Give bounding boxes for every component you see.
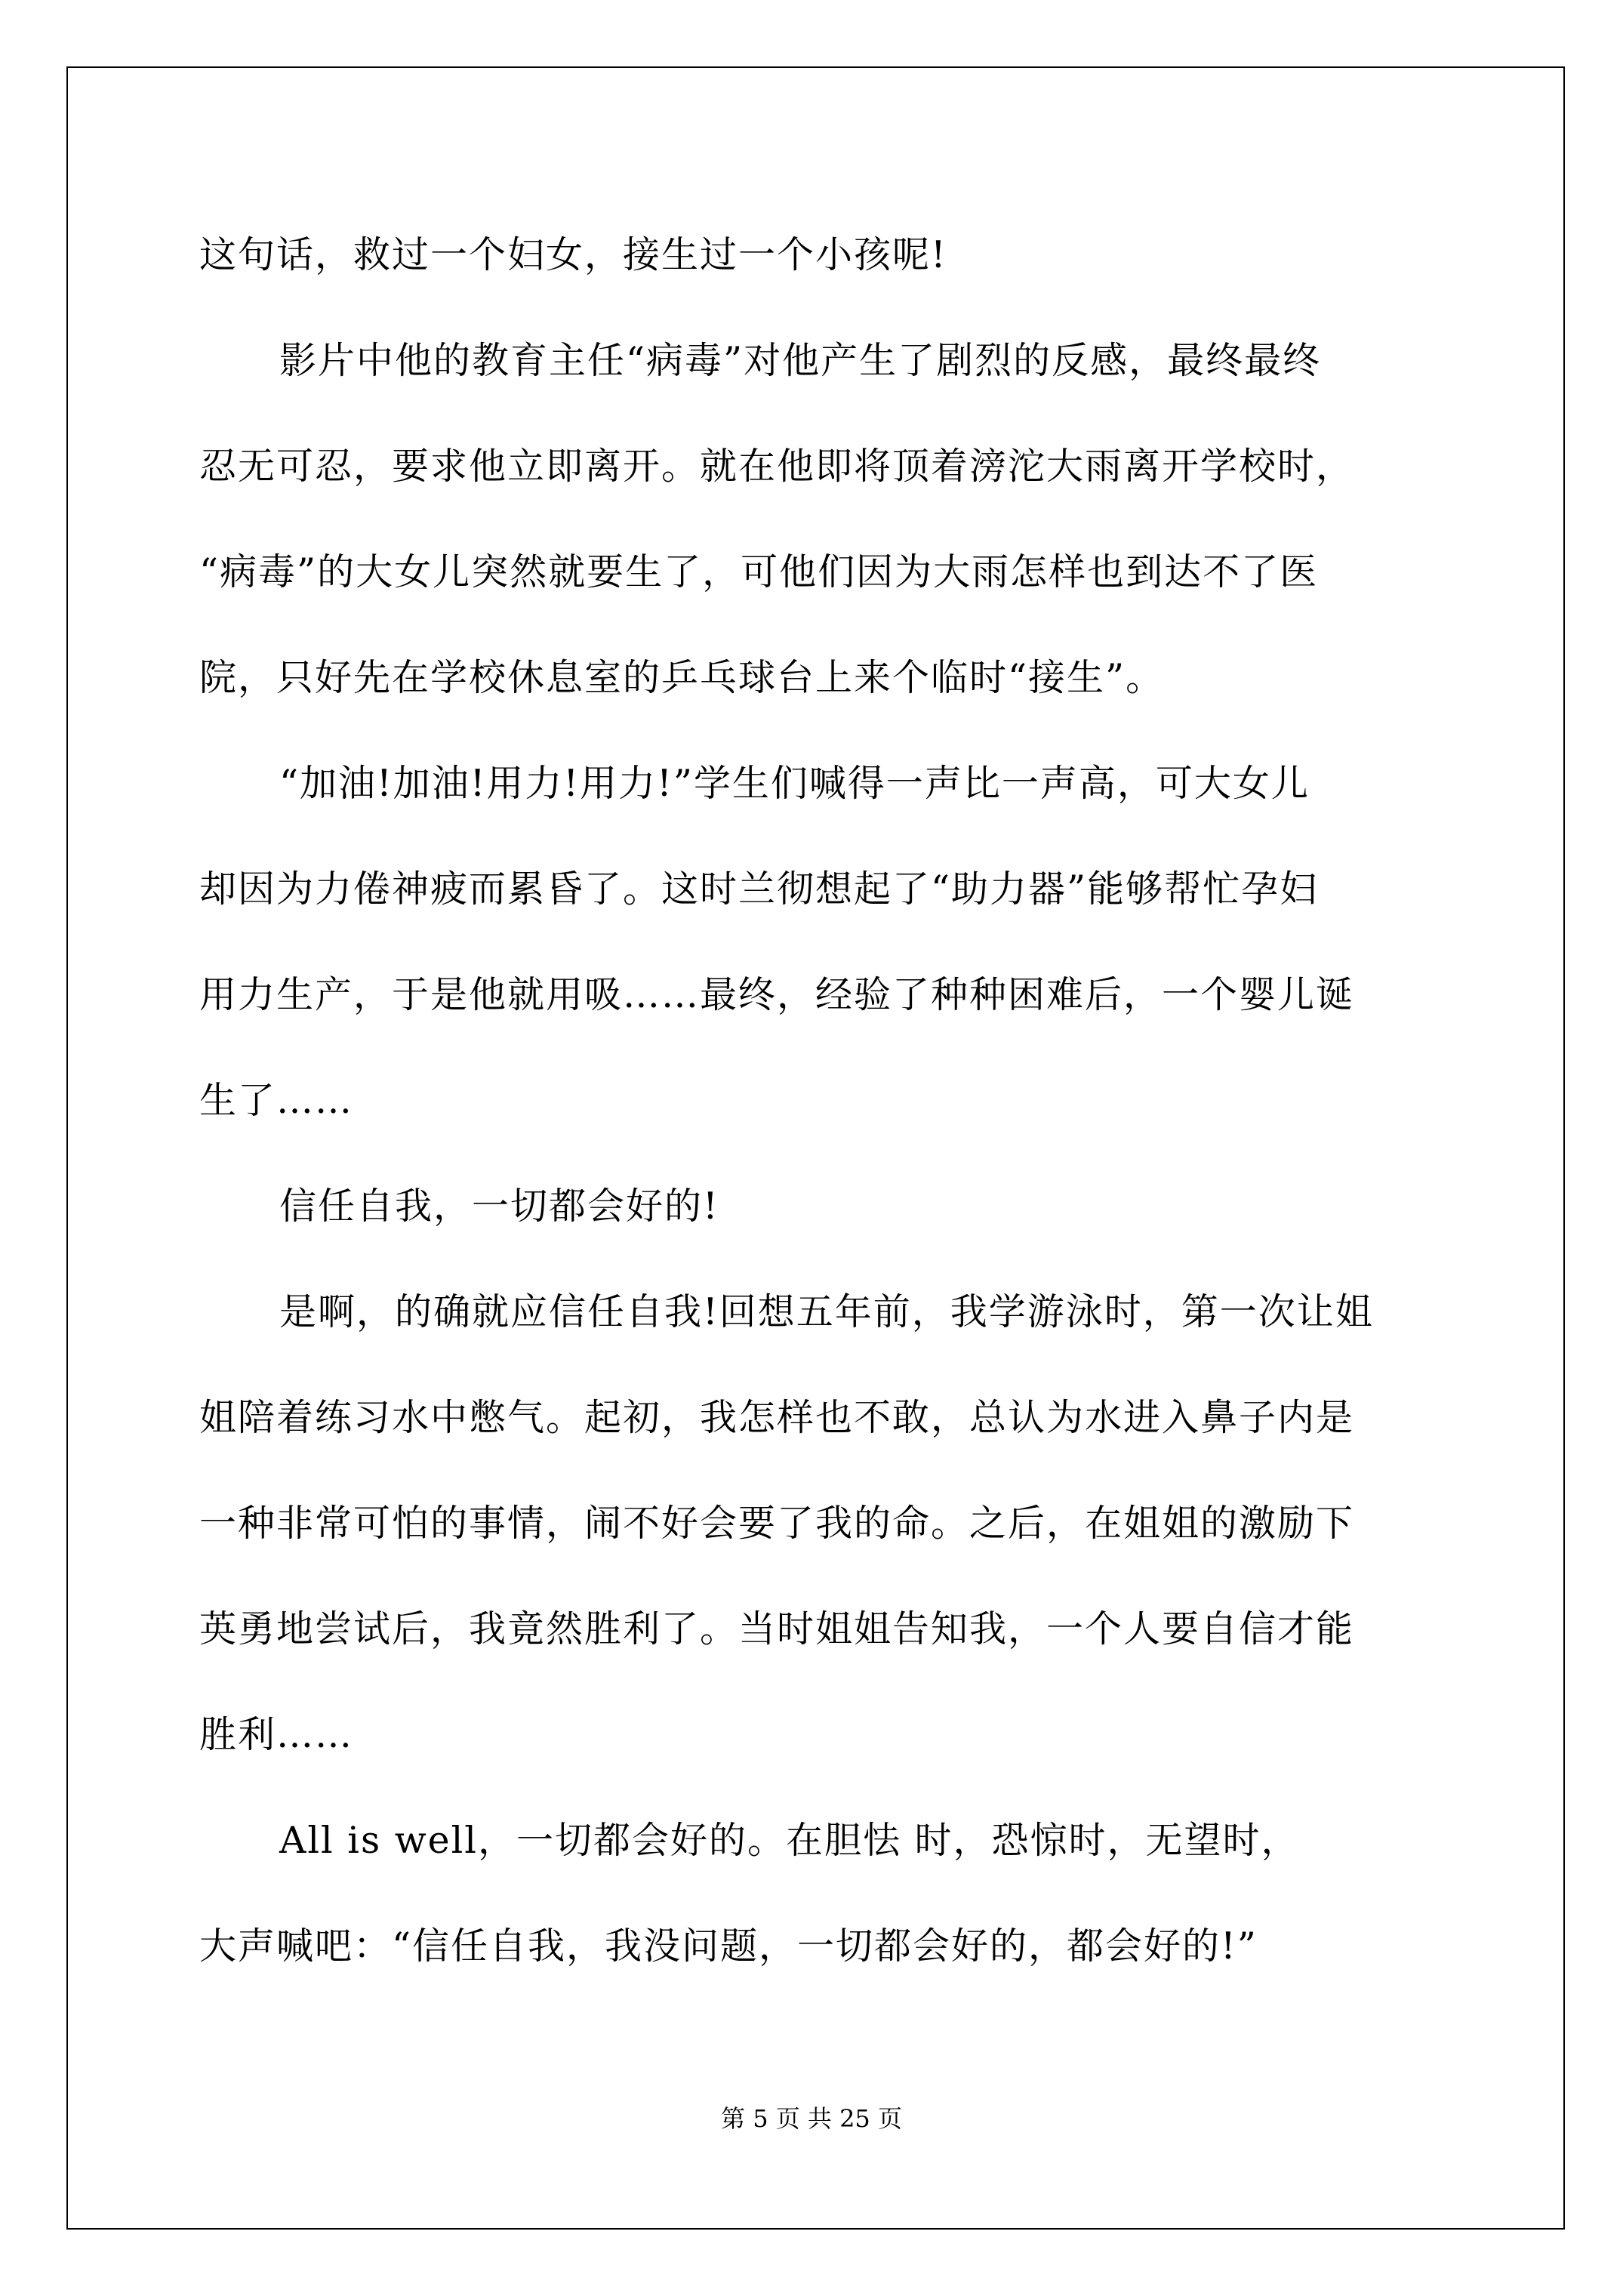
text-line: 院，只好先在学校休息室的乒乓球台上来个临时“接生”。 <box>199 656 1165 699</box>
text-line: “加油!加油!用力!用力!”学生们喊得一声比一声高，可大女儿 <box>279 762 1310 805</box>
text-line: 英勇地尝试后，我竟然胜利了。当时姐姐告知我，一个人要自信才能 <box>199 1607 1355 1650</box>
text-line: 却因为力倦神疲而累昏了。这时兰彻想起了“助力器”能够帮忙孕妇 <box>199 868 1319 911</box>
text-line: 一种非常可怕的事情，闹不好会要了我的命。之后，在姐姐的激励下 <box>199 1502 1355 1545</box>
text-line: 是啊，的确就应信任自我!回想五年前，我学游泳时，第一次让姐 <box>279 1290 1374 1333</box>
text-line: 生了…… <box>199 1079 354 1122</box>
page-number: 第 5 页 共 25 页 <box>721 2104 902 2133</box>
text-line: 姐陪着练习水中憋气。起初，我怎样也不敢，总认为水进入鼻子内是 <box>199 1396 1355 1439</box>
text-line: 这句话，救过一个妇女，接生过一个小孩呢! <box>199 233 947 276</box>
text-line: 忍无可忍，要求他立即离开。就在他即将顶着滂沱大雨离开学校时， <box>199 445 1355 488</box>
text-line: 大声喊吧：“信任自我，我没问题，一切都会好的，都会好的!” <box>199 1925 1258 1968</box>
text-line: 胜利…… <box>199 1713 354 1756</box>
text-line: 用力生产，于是他就用吸……最终，经验了种种困难后，一个婴儿诞 <box>199 973 1355 1016</box>
text-line: 影片中他的教育主任“病毒”对他产生了剧烈的反感，最终最终 <box>279 339 1322 382</box>
text-line: All is well，一切都会好的。在胆怯 时，恐惊时，无望时， <box>279 1819 1300 1862</box>
text-line: 信任自我，一切都会好的! <box>279 1185 719 1228</box>
page-border <box>66 66 1565 2230</box>
text-line: “病毒”的大女儿突然就要生了，可他们因为大雨怎样也到达不了医 <box>199 550 1319 593</box>
